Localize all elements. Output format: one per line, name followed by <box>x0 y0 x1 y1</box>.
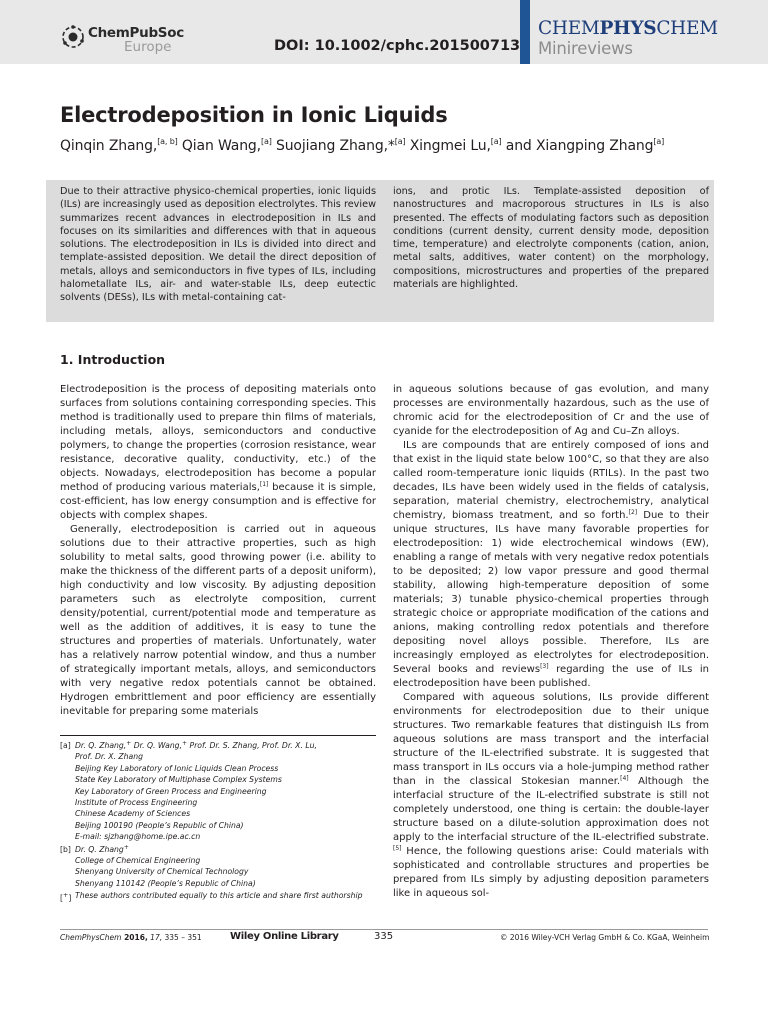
journal-title-part3: CHEM <box>656 18 718 39</box>
paragraph: Generally, electrodeposition is carried out in aqueous solutions due to their attractive properties, such as high solubility to metal salts, good throwing power (i.e. ability to make the thickness of the different parts of a deposit uniform), high conductivity and low viscosity. By adjusting deposition parameters such as electrolyte composition, current density/potential, current/potential mode and temperature as well as the addition of additives, it is easy to tune the structures and properties of materials. Unfortunately, water has a relatively narrow potential window, and thus a number of strategically important metals, alloys, and semiconductors with very negative redox potentials cannot be obtained. Hydrogen embrittlement and poor efficiency are essentially inevitable for preparing some materials <box>60 524 376 717</box>
footnote-line: Institute of Process Engineering <box>75 798 198 808</box>
footnote-mark <box>60 890 71 904</box>
body-column-right <box>393 383 709 901</box>
footer-citation <box>60 933 202 942</box>
chempubsoc-logo-icon <box>60 24 86 50</box>
author-name[interactable]: and Xiangping Zhang <box>501 138 654 154</box>
footnote-text: Dr. Q. Zhang <box>75 844 124 854</box>
citation-ref[interactable]: [2] <box>628 509 638 516</box>
paragraph-text: Compared with aqueous solutions, ILs provide different environments for electrodeposition due to their unique structures. Two remarkable features that distinguish ILs from aqueous solutions are mass transport and the interfacial structure of the IL-electrified substrate. It is suggested that mass transport in ILs occurs via a hole-jumping method rather than in the classical Stokesian manner. <box>393 692 709 787</box>
footnote-text: Prof. Dr. S. Zhang, Prof. Dr. X. Lu, <box>187 741 317 750</box>
footer-divider <box>60 929 708 930</box>
author-list <box>60 137 664 154</box>
author-affiliation: [a] <box>653 137 665 146</box>
author-affiliation: [a] <box>260 137 272 146</box>
paragraph-text: ILs are compounds that are entirely composed of ions and that exist in the liquid state below 100°C, so that they are also called room-temperature ionic liquids (RTILs). In the past two decades, ILs have been widely used in the fields of catalysis, separation, material chemistry, electrochemistry, analytical chemistry, biomass treatment, and so forth. <box>393 440 709 521</box>
citation-ref[interactable]: [4] <box>620 775 629 782</box>
footnote-mark-open: [ <box>60 893 63 903</box>
journal-accent-bar <box>520 0 530 64</box>
paragraph-text: regarding the use of ILs in electrodeposition have been published. <box>393 664 709 689</box>
journal-title-part2: PHYS <box>599 18 657 39</box>
footnote-sup: + <box>182 740 188 747</box>
footnote-equal-contribution <box>60 890 376 901</box>
footnote-divider <box>60 735 376 736</box>
author-name[interactable]: Qinqin Zhang, <box>60 138 158 154</box>
footnote-line: Chinese Academy of Sciences <box>75 809 191 819</box>
doi-link[interactable]: DOI: 10.1002/cphc.201500713 <box>274 38 521 54</box>
wiley-online-library-link[interactable]: Wiley Online Library <box>230 931 339 942</box>
footer-volume: 17, <box>147 933 163 942</box>
footnote-text: Dr. Q. Zhang, <box>75 741 127 750</box>
paragraph-text: Although the interfacial structure of the IL-electrified substrate is still not completely understood, one thing is certain: the double-layer structure based on a dilute-solution approximation does not apply to the interfacial structure of the IL-electrified substrate. <box>393 776 709 843</box>
publisher-name: ChemPubSoc <box>88 25 184 41</box>
footnote-line: Prof. Dr. X. Zhang <box>75 752 143 762</box>
author-name[interactable]: Xingmei Lu, <box>405 138 491 154</box>
footnote-line: Beijing 100190 (People’s Republic of China) <box>75 820 244 830</box>
publisher-logo[interactable] <box>60 22 210 56</box>
footnote-line <box>75 740 376 751</box>
paragraph-text: Hence, the following questions arise: Could materials with sophisticated and controllable structures and properties be prepared from ILs simply by adjusting deposition parameters like in aqueous sol- <box>393 846 709 899</box>
author-name[interactable]: Qian Wang, <box>177 138 261 154</box>
author-name[interactable]: Suojiang Zhang,* <box>271 138 395 154</box>
footnote-sup: + <box>126 740 132 747</box>
author-affiliation: [a] <box>490 137 502 146</box>
footnote-line: Shenyang 110142 (People’s Republic of China) <box>75 878 256 888</box>
footnote-line: Beijing Key Laboratory of Ionic Liquids Clean Process <box>75 763 279 773</box>
footnote-line: College of Chemical Engineering <box>75 856 201 866</box>
footer-copyright: © 2016 Wiley-VCH Verlag GmbH & Co. KGaA, Weinheim <box>500 933 710 942</box>
footnote-line: Shenyang University of Chemical Technology <box>75 867 249 877</box>
abstract-text-right: ions, and protic ILs. Template-assisted deposition of nanostructures and macroporous structures in ILs is also presented. The effects of modulating factors such as deposition conditions (current density, current density mode, deposition time, temperature) and electrolyte components (cation, anion, metal salts, additives, water content) on the morphology, compositions, microstructures and properties of the prepared materials are highlighted. <box>393 186 709 291</box>
article-title: Electrodeposition in Ionic Liquids <box>60 103 448 127</box>
citation-ref[interactable]: [5] <box>393 845 402 852</box>
publisher-region: Europe <box>124 39 172 55</box>
article-type: Minireviews <box>538 39 633 58</box>
section-heading-introduction: 1. Introduction <box>60 352 166 367</box>
footnote-a <box>60 740 376 843</box>
citation-ref[interactable]: [3] <box>540 663 549 670</box>
paragraph-text: Electrodeposition is the process of depositing materials onto surfaces from solutions containing corresponding species. This method is traditionally used to prepare thin films of materials, including metals, alloys, semiconductors and conductive polymers, to change the properties (corrosion resistance, wear resistance, decorative quality, conductivity, etc.) of the objects. Nowadays, electrodeposition has become a popular method of producing various materials, <box>60 384 376 493</box>
footnote-mark: [b] <box>60 844 71 854</box>
paragraph-text: because it is simple, cost-efficient, has low energy consumption and is effective for objects with complex shapes. <box>60 482 376 521</box>
footnote-b <box>60 844 376 890</box>
footnote-line: Key Laboratory of Green Process and Engineering <box>75 786 267 796</box>
footnote-sup: + <box>63 891 69 900</box>
footer-year: 2016, <box>121 933 148 942</box>
footnotes <box>60 740 376 903</box>
author-affiliation: [a, b] <box>157 137 178 146</box>
paragraph <box>393 691 709 901</box>
footer-pages: 335 – 351 <box>162 933 202 942</box>
footnote-sup: + <box>123 843 129 851</box>
paragraph <box>60 383 376 523</box>
paragraph: in aqueous solutions because of gas evolution, and many processes are environmentally hazardous, such as the use of chromic acid for the electrodeposition of Cr and the use of cyanide for the electrodeposition of Ag and Cu–Zn alloys. <box>393 384 709 437</box>
citation-ref[interactable]: [1] <box>259 481 269 488</box>
paragraph <box>393 439 709 691</box>
paragraph-text: Due to their unique structures, ILs have many favorable properties for electrodeposition: 1) wide electrochemical windows (EW), enabling a range of metals with very negative redox potentials to be deposited; 2) low vapor pressure and good thermal stability, allowing high-temperature deposition of some materials; 3) tunable physico-chemical properties through strategic choice or appropriate modification of the cations and anions, making controlling redox potentials and therefore depositing novel alloys possible. Therefore, ILs are increasingly employed as electrolytes for electrodeposition. Several books and reviews <box>393 510 709 675</box>
footnote-line: State Key Laboratory of Multiphase Complex Systems <box>75 775 282 785</box>
page-number: 335 <box>374 931 394 942</box>
footnote-mark-close: ] <box>68 893 72 903</box>
journal-title[interactable] <box>538 18 718 39</box>
footnote-email[interactable]: E-mail: sjzhang@home.ipe.ac.cn <box>75 832 201 842</box>
body-column-left <box>60 383 376 719</box>
abstract-text-left: Due to their attractive physico-chemical properties, ionic liquids (ILs) are increasingly used as deposition electrolytes. This review summarizes recent advances in electrodeposition in ILs and focuses on its similarities and differences with that in aqueous solutions. The electrodeposition in ILs is divided into direct and template-assisted deposition. We detail the direct deposition of metals, alloys and semiconductors in five types of ILs, including halometallate ILs, air- and water-stable ILs, deep eutectic solvents (DESs), ILs with metal-containing cat- <box>60 186 376 304</box>
author-affiliation: [a] <box>394 137 406 146</box>
footnote-text: Dr. Q. Wang, <box>131 741 183 750</box>
footnote-line <box>75 844 376 855</box>
footnote-line: These authors contributed equally to this article and share first authorship <box>75 891 363 901</box>
footnote-mark: [a] <box>60 741 71 750</box>
footer-journal: ChemPhysChem <box>60 933 122 942</box>
journal-title-part1: CHEM <box>538 18 600 39</box>
